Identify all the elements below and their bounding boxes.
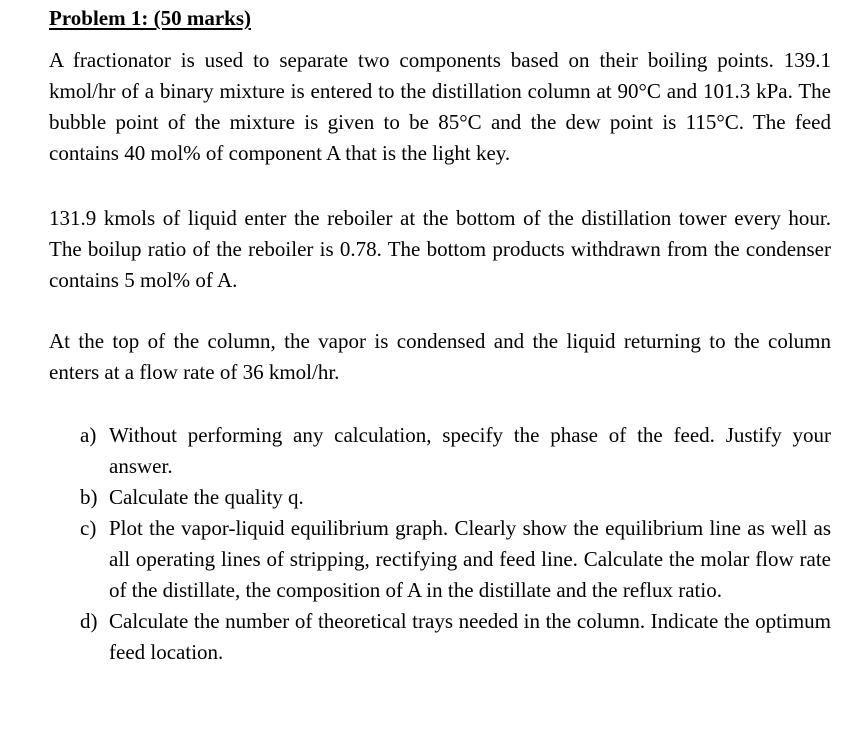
question-text: Without performing any calculation, specify the phase of the feed. Justify your answer. <box>109 423 831 478</box>
question-text: Plot the vapor-liquid equilibrium graph. Clearly show the equilibrium line as well as all operating lines of stripping, rectifying and feed line. Calculate the molar flow rate of the distillate, the composition of A in the distillate and the reflux ratio. <box>109 516 831 602</box>
question-text: Calculate the quality q. <box>109 485 304 509</box>
problem-paragraph-reboiler: 131.9 kmols of liquid enter the reboiler at the bottom of the distillation tower every hour. The boilup ratio of the reboiler is 0.78. The bottom products withdrawn from the condenser contains 5 mol% of A. <box>49 206 831 292</box>
question-marker: a) <box>80 423 97 447</box>
question-text: Calculate the number of theoretical trays needed in the column. Indicate the optimum feed location. <box>109 609 831 664</box>
question-list <box>80 420 831 668</box>
question-marker: c) <box>80 516 97 540</box>
problem-paragraph-condenser: At the top of the column, the vapor is condensed and the liquid returning to the column enters at a flow rate of 36 kmol/hr. <box>49 329 831 384</box>
question-marker: d) <box>80 609 98 633</box>
question-item-d <box>80 606 831 668</box>
question-item-b <box>80 482 831 513</box>
problem-paragraph-feed: A fractionator is used to separate two components based on their boiling points. 139.1 kmol/hr of a binary mixture is entered to the distillation column at 90°C and 101.3 kPa. The bubble point of the mixture is given to be 85°C and the dew point is 115°C. The feed contains 40 mol% of component A that is the light key. <box>49 48 831 165</box>
problem-title: Problem 1: (50 marks) <box>49 6 251 30</box>
question-item-a <box>80 420 831 482</box>
question-marker: b) <box>80 485 98 509</box>
question-item-c <box>80 513 831 606</box>
